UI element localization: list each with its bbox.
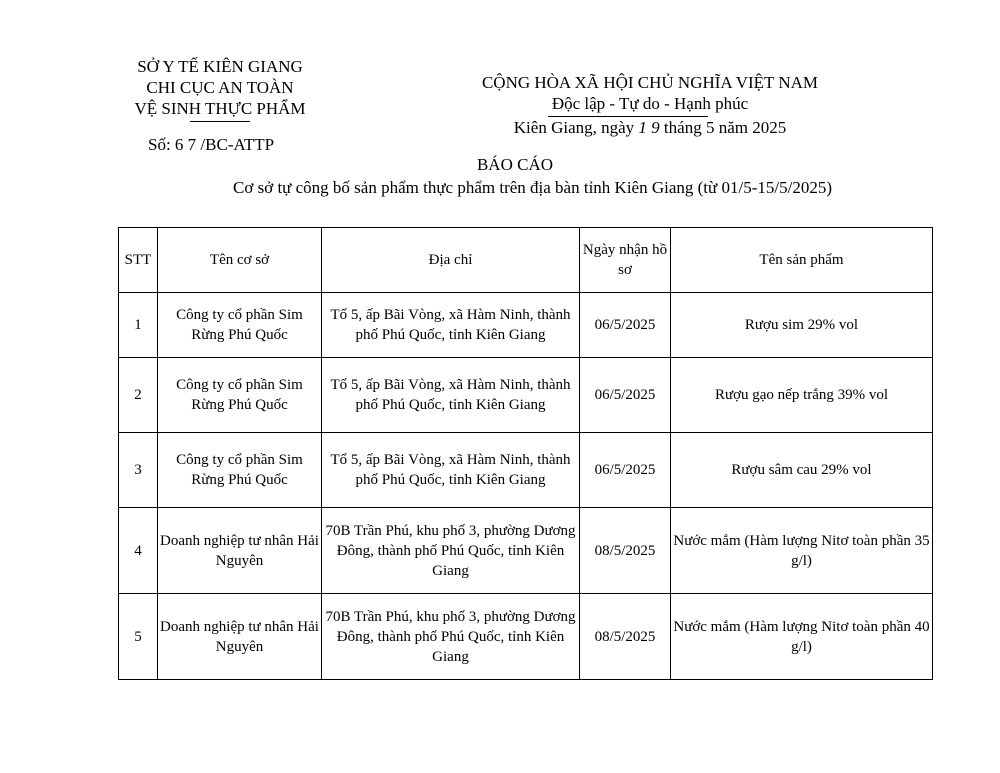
report-subtitle: Cơ sở tự công bố sản phẩm thực phẩm trên địa bàn tỉnh Kiên Giang (từ 01/5-15/5/2025) [233,178,832,197]
cell-stt: 4 [119,508,158,594]
document-date [420,118,880,138]
products-table [118,227,933,680]
table-row [119,594,933,680]
cell-address: 70B Trần Phú, khu phố 3, phường Dương Đông, thành phố Phú Quốc, tỉnh Kiên Giang [322,508,580,594]
national-motto: Độc lập - Tự do - Hạnh phúc [551,94,749,113]
cell-date: 08/5/2025 [580,594,671,680]
table-row [119,508,933,594]
cell-address: Tổ 5, ấp Bãi Vòng, xã Hàm Ninh, thành phố Phú Quốc, tỉnh Kiên Giang [322,358,580,433]
cell-product: Rượu gạo nếp trắng 39% vol [671,358,933,433]
date-day: 1 9 [638,118,660,137]
cell-name: Doanh nghiệp tư nhân Hải Nguyên [158,594,322,680]
agency-line-1: SỞ Y TẾ KIÊN GIANG [137,57,303,76]
cell-product: Rượu sâm cau 29% vol [671,433,933,508]
report-title: BÁO CÁO [476,155,554,174]
table-row [119,358,933,433]
cell-address: 70B Trần Phú, khu phố 3, phường Dương Đông, thành phố Phú Quốc, tỉnh Kiên Giang [322,594,580,680]
cell-stt: 1 [119,293,158,358]
cell-product: Rượu sim 29% vol [671,293,933,358]
cell-date: 06/5/2025 [580,293,671,358]
cell-stt: 3 [119,433,158,508]
cell-name: Công ty cổ phần Sim Rừng Phú Quốc [158,358,322,433]
header-stt: STT [119,228,158,293]
cell-name: Công ty cổ phần Sim Rừng Phú Quốc [158,293,322,358]
cell-product: Nước mắm (Hàm lượng Nitơ toàn phần 35 g/l) [671,508,933,594]
table-header-row [119,228,933,293]
header-product: Tên sản phẩm [671,228,933,293]
date-suffix: tháng 5 năm 2025 [659,118,787,137]
document-number: Số: 6 7 /BC-ATTP [148,135,275,154]
agency-line-3: VỆ SINH THỰC PHẨM [134,99,306,118]
cell-stt: 2 [119,358,158,433]
header-address: Địa chỉ [322,228,580,293]
table-row [119,433,933,508]
cell-date: 06/5/2025 [580,433,671,508]
table-row [119,293,933,358]
cell-name: Công ty cổ phần Sim Rừng Phú Quốc [158,433,322,508]
agency-line-2: CHI CỤC AN TOÀN [146,78,294,97]
cell-address: Tổ 5, ấp Bãi Vòng, xã Hàm Ninh, thành phố Phú Quốc, tỉnh Kiên Giang [322,293,580,358]
national-title: CỘNG HÒA XÃ HỘI CHỦ NGHĨA VIỆT NAM [481,73,819,92]
national-header [420,72,880,114]
header-date: Ngày nhận hồ sơ [580,228,671,293]
motto-underline [548,116,708,117]
date-prefix: Kiên Giang, ngày [513,118,639,137]
cell-date: 08/5/2025 [580,508,671,594]
agency-header [100,56,340,119]
cell-address: Tổ 5, ấp Bãi Vòng, xã Hàm Ninh, thành phố Phú Quốc, tỉnh Kiên Giang [322,433,580,508]
cell-date: 06/5/2025 [580,358,671,433]
header-name: Tên cơ sở [158,228,322,293]
agency-underline [190,121,250,122]
cell-product: Nước mắm (Hàm lượng Nitơ toàn phần 40 g/l) [671,594,933,680]
cell-stt: 5 [119,594,158,680]
cell-name: Doanh nghiệp tư nhân Hải Nguyên [158,508,322,594]
